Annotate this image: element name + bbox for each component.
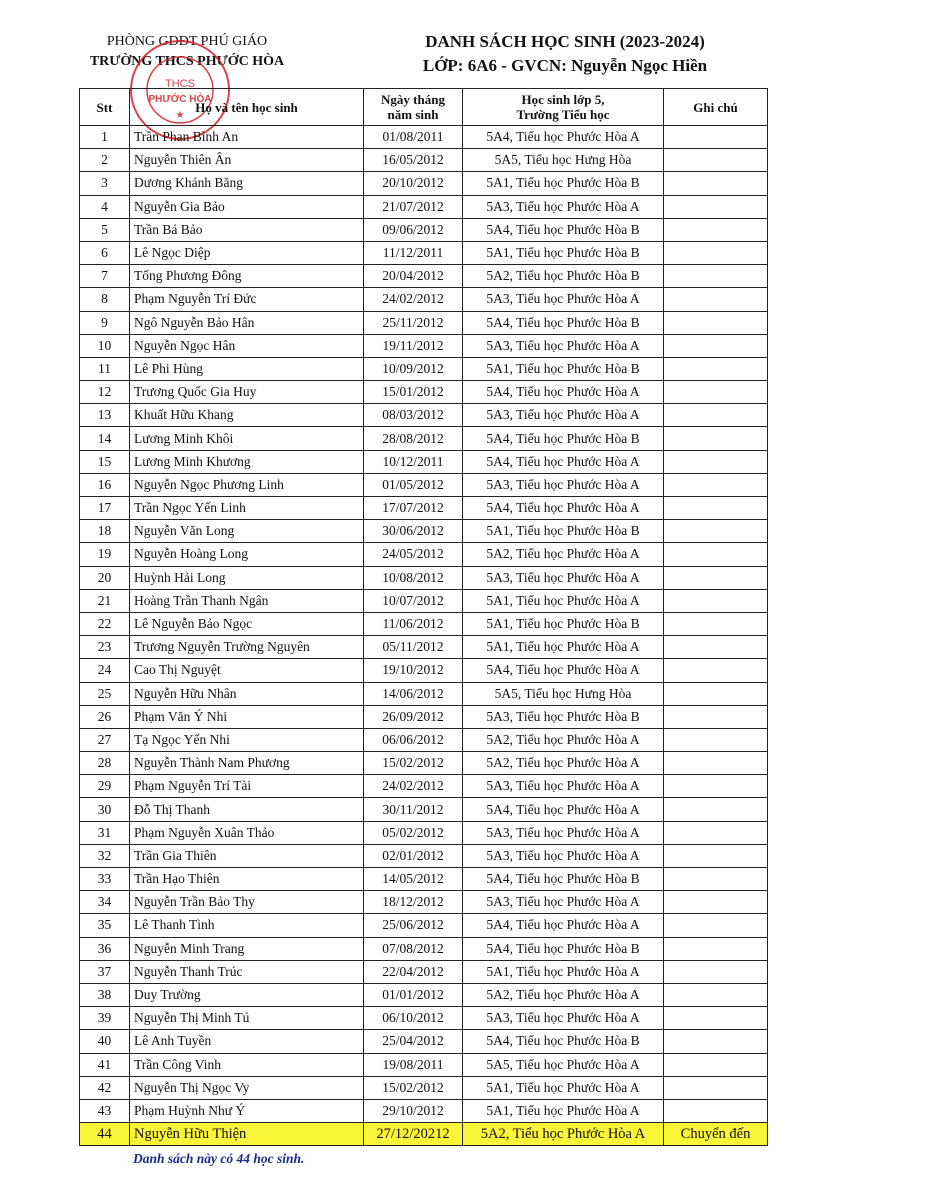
- cell-stt: 31: [80, 821, 130, 844]
- cell-student-name: Trần Công Vinh: [130, 1053, 364, 1076]
- cell-student-name: Lê Anh Tuyền: [130, 1030, 364, 1053]
- cell-note: [664, 752, 768, 775]
- cell-stt: 43: [80, 1099, 130, 1122]
- cell-note: [664, 612, 768, 635]
- cell-note: [664, 241, 768, 264]
- cell-previous-school: 5A1, Tiểu học Phước Hòa B: [463, 241, 664, 264]
- cell-student-name: Dương Khánh Băng: [130, 172, 364, 195]
- cell-stt: 41: [80, 1053, 130, 1076]
- cell-note: [664, 914, 768, 937]
- table-row: [80, 728, 768, 751]
- cell-student-name: Lê Thanh Tình: [130, 914, 364, 937]
- table-row: [80, 1007, 768, 1030]
- svg-text:PHƯỚC HÒA: PHƯỚC HÒA: [148, 94, 212, 105]
- cell-note: [664, 218, 768, 241]
- cell-date-of-birth: 24/02/2012: [364, 775, 463, 798]
- cell-previous-school: 5A3, Tiểu học Phước Hòa A: [463, 1007, 664, 1030]
- cell-note: [664, 450, 768, 473]
- cell-student-name: Trương Nguyễn Trường Nguyên: [130, 636, 364, 659]
- cell-student-name: Nguyễn Minh Trang: [130, 937, 364, 960]
- header-dob-line2: năm sinh: [387, 107, 439, 122]
- cell-previous-school: 5A1, Tiểu học Phước Hòa A: [463, 1099, 664, 1122]
- table-row: [80, 218, 768, 241]
- cell-note: [664, 288, 768, 311]
- cell-stt: 28: [80, 752, 130, 775]
- cell-note: [664, 868, 768, 891]
- table-row: [80, 381, 768, 404]
- cell-note: [664, 357, 768, 380]
- cell-stt: 24: [80, 659, 130, 682]
- cell-date-of-birth: 15/02/2012: [364, 1076, 463, 1099]
- cell-date-of-birth: 15/02/2012: [364, 752, 463, 775]
- cell-stt: 6: [80, 241, 130, 264]
- cell-stt: 33: [80, 868, 130, 891]
- roster-body: [80, 126, 768, 1146]
- cell-note: [664, 1007, 768, 1030]
- cell-student-name: Phạm Nguyễn Trí Tài: [130, 775, 364, 798]
- cell-previous-school: 5A4, Tiểu học Phước Hòa A: [463, 914, 664, 937]
- table-row: [80, 520, 768, 543]
- cell-note: [664, 728, 768, 751]
- class-teacher-line: LỚP: 6A6 - GVCN: Nguyễn Ngọc Hiền: [422, 56, 708, 75]
- cell-previous-school: 5A4, Tiểu học Phước Hòa B: [463, 1030, 664, 1053]
- header-prev-line2: Trường Tiểu học: [516, 107, 610, 122]
- table-row: [80, 868, 768, 891]
- cell-previous-school: 5A3, Tiểu học Phước Hòa A: [463, 288, 664, 311]
- table-row: [80, 497, 768, 520]
- cell-previous-school: 5A2, Tiểu học Phước Hòa A: [463, 752, 664, 775]
- table-row: [80, 473, 768, 496]
- table-row: [80, 937, 768, 960]
- cell-note: [664, 126, 768, 149]
- cell-note: [664, 543, 768, 566]
- table-header-row: [80, 89, 768, 126]
- cell-student-name: Nguyễn Hữu Nhân: [130, 682, 364, 705]
- cell-date-of-birth: 01/01/2012: [364, 983, 463, 1006]
- cell-previous-school: 5A4, Tiểu học Phước Hòa A: [463, 126, 664, 149]
- cell-stt: 42: [80, 1076, 130, 1099]
- cell-date-of-birth: 29/10/2012: [364, 1099, 463, 1122]
- cell-stt: 29: [80, 775, 130, 798]
- cell-previous-school: 5A1, Tiểu học Phước Hòa B: [463, 172, 664, 195]
- cell-stt: 34: [80, 891, 130, 914]
- cell-student-name: Trần Hạo Thiên: [130, 868, 364, 891]
- cell-date-of-birth: 10/07/2012: [364, 589, 463, 612]
- cell-note: [664, 636, 768, 659]
- document-title: DANH SÁCH HỌC SINH (2023-2024): [425, 32, 705, 51]
- cell-note: [664, 334, 768, 357]
- table-row: [80, 311, 768, 334]
- header-student-name: Họ và tên học sinh: [130, 89, 364, 126]
- cell-date-of-birth: 26/09/2012: [364, 705, 463, 728]
- cell-note: [664, 381, 768, 404]
- table-row: [80, 195, 768, 218]
- cell-stt: 10: [80, 334, 130, 357]
- table-row: [80, 1123, 768, 1146]
- cell-previous-school: 5A4, Tiểu học Phước Hòa A: [463, 381, 664, 404]
- cell-student-name: Trần Bá Bảo: [130, 218, 364, 241]
- cell-student-name: Phạm Huỳnh Như Ý: [130, 1099, 364, 1122]
- cell-note: [664, 1099, 768, 1122]
- cell-date-of-birth: 20/04/2012: [364, 265, 463, 288]
- cell-student-name: Trần Phan Bình An: [130, 126, 364, 149]
- table-row: [80, 682, 768, 705]
- cell-note: [664, 821, 768, 844]
- cell-date-of-birth: 06/06/2012: [364, 728, 463, 751]
- cell-note: [664, 311, 768, 334]
- cell-previous-school: 5A5, Tiểu học Hưng Hòa: [463, 149, 664, 172]
- table-row: [80, 659, 768, 682]
- cell-date-of-birth: 14/05/2012: [364, 868, 463, 891]
- cell-date-of-birth: 08/03/2012: [364, 404, 463, 427]
- header-prev-line1: Học sinh lớp 5,: [521, 92, 605, 107]
- cell-note: [664, 775, 768, 798]
- cell-date-of-birth: 15/01/2012: [364, 381, 463, 404]
- cell-date-of-birth: 24/05/2012: [364, 543, 463, 566]
- cell-student-name: Khuất Hữu Khang: [130, 404, 364, 427]
- cell-stt: 25: [80, 682, 130, 705]
- cell-date-of-birth: 25/04/2012: [364, 1030, 463, 1053]
- cell-note: [664, 1030, 768, 1053]
- document-title-block: [380, 30, 750, 78]
- cell-note: Chuyển đến: [664, 1123, 768, 1146]
- cell-previous-school: 5A2, Tiểu học Phước Hòa A: [463, 1123, 664, 1146]
- cell-student-name: Trần Ngọc Yến Linh: [130, 497, 364, 520]
- cell-student-name: Tống Phương Đông: [130, 265, 364, 288]
- cell-stt: 13: [80, 404, 130, 427]
- cell-date-of-birth: 09/06/2012: [364, 218, 463, 241]
- table-row: [80, 891, 768, 914]
- cell-note: [664, 891, 768, 914]
- cell-stt: 36: [80, 937, 130, 960]
- cell-previous-school: 5A2, Tiểu học Phước Hòa A: [463, 543, 664, 566]
- cell-note: [664, 983, 768, 1006]
- table-row: [80, 752, 768, 775]
- cell-stt: 19: [80, 543, 130, 566]
- table-row: [80, 844, 768, 867]
- cell-stt: 17: [80, 497, 130, 520]
- cell-date-of-birth: 28/08/2012: [364, 427, 463, 450]
- cell-date-of-birth: 19/11/2012: [364, 334, 463, 357]
- header-date-of-birth: [364, 89, 463, 126]
- cell-note: [664, 566, 768, 589]
- cell-date-of-birth: 22/04/2012: [364, 960, 463, 983]
- cell-date-of-birth: 14/06/2012: [364, 682, 463, 705]
- cell-student-name: Trần Gia Thiên: [130, 844, 364, 867]
- cell-student-name: Trương Quốc Gia Huy: [130, 381, 364, 404]
- cell-previous-school: 5A1, Tiểu học Phước Hòa A: [463, 589, 664, 612]
- cell-stt: 9: [80, 311, 130, 334]
- table-row: [80, 288, 768, 311]
- cell-stt: 11: [80, 357, 130, 380]
- cell-student-name: Nguyễn Thị Minh Tú: [130, 1007, 364, 1030]
- cell-note: [664, 195, 768, 218]
- cell-stt: 14: [80, 427, 130, 450]
- cell-stt: 3: [80, 172, 130, 195]
- cell-date-of-birth: 18/12/2012: [364, 891, 463, 914]
- cell-student-name: Nguyễn Ngọc Hân: [130, 334, 364, 357]
- table-row: [80, 798, 768, 821]
- cell-stt: 4: [80, 195, 130, 218]
- cell-stt: 35: [80, 914, 130, 937]
- table-row: [80, 821, 768, 844]
- cell-student-name: Phạm Văn Ý Nhi: [130, 705, 364, 728]
- cell-note: [664, 497, 768, 520]
- cell-previous-school: 5A2, Tiểu học Phước Hòa A: [463, 728, 664, 751]
- cell-date-of-birth: 21/07/2012: [364, 195, 463, 218]
- cell-date-of-birth: 16/05/2012: [364, 149, 463, 172]
- cell-previous-school: 5A4, Tiểu học Phước Hòa A: [463, 497, 664, 520]
- cell-stt: 2: [80, 149, 130, 172]
- cell-note: [664, 960, 768, 983]
- cell-note: [664, 149, 768, 172]
- cell-date-of-birth: 10/08/2012: [364, 566, 463, 589]
- cell-date-of-birth: 10/09/2012: [364, 357, 463, 380]
- cell-previous-school: 5A1, Tiểu học Phước Hòa B: [463, 612, 664, 635]
- cell-previous-school: 5A4, Tiểu học Phước Hòa B: [463, 427, 664, 450]
- cell-previous-school: 5A4, Tiểu học Phước Hòa B: [463, 311, 664, 334]
- cell-previous-school: 5A1, Tiểu học Phước Hòa B: [463, 357, 664, 380]
- cell-student-name: Nguyễn Ngọc Phương Linh: [130, 473, 364, 496]
- cell-stt: 39: [80, 1007, 130, 1030]
- cell-previous-school: 5A1, Tiểu học Phước Hòa B: [463, 520, 664, 543]
- cell-student-name: Cao Thị Nguyệt: [130, 659, 364, 682]
- cell-student-name: Phạm Nguyễn Xuân Thảo: [130, 821, 364, 844]
- cell-stt: 21: [80, 589, 130, 612]
- cell-stt: 32: [80, 844, 130, 867]
- school-header: [82, 32, 292, 72]
- table-row: [80, 983, 768, 1006]
- cell-previous-school: 5A4, Tiểu học Phước Hòa A: [463, 450, 664, 473]
- cell-date-of-birth: 01/05/2012: [364, 473, 463, 496]
- table-row: [80, 1099, 768, 1122]
- table-row: [80, 914, 768, 937]
- cell-previous-school: 5A2, Tiểu học Phước Hòa B: [463, 265, 664, 288]
- cell-previous-school: 5A3, Tiểu học Phước Hòa A: [463, 821, 664, 844]
- cell-note: [664, 659, 768, 682]
- student-count-note: Danh sách này có 44 học sinh.: [133, 1151, 305, 1166]
- table-row: [80, 149, 768, 172]
- cell-note: [664, 589, 768, 612]
- cell-stt: 12: [80, 381, 130, 404]
- cell-note: [664, 172, 768, 195]
- cell-previous-school: 5A3, Tiểu học Phước Hòa A: [463, 566, 664, 589]
- cell-note: [664, 844, 768, 867]
- cell-date-of-birth: 19/10/2012: [364, 659, 463, 682]
- cell-student-name: Nguyễn Hữu Thiện: [130, 1123, 364, 1146]
- table-row: [80, 427, 768, 450]
- table-row: [80, 357, 768, 380]
- table-row: [80, 265, 768, 288]
- cell-student-name: Nguyễn Hoàng Long: [130, 543, 364, 566]
- cell-date-of-birth: 24/02/2012: [364, 288, 463, 311]
- cell-previous-school: 5A1, Tiểu học Phước Hòa A: [463, 636, 664, 659]
- cell-date-of-birth: 05/02/2012: [364, 821, 463, 844]
- cell-date-of-birth: 25/06/2012: [364, 914, 463, 937]
- svg-text:★: ★: [175, 110, 185, 121]
- cell-student-name: Duy Trường: [130, 983, 364, 1006]
- cell-date-of-birth: 11/06/2012: [364, 612, 463, 635]
- table-row: [80, 334, 768, 357]
- cell-previous-school: 5A1, Tiểu học Phước Hòa A: [463, 1076, 664, 1099]
- cell-previous-school: 5A5, Tiểu học Phước Hòa A: [463, 1053, 664, 1076]
- cell-previous-school: 5A3, Tiểu học Phước Hòa A: [463, 844, 664, 867]
- table-row: [80, 566, 768, 589]
- header-note: Ghi chú: [664, 89, 768, 126]
- table-row: [80, 450, 768, 473]
- table-row: [80, 612, 768, 635]
- cell-stt: 27: [80, 728, 130, 751]
- cell-date-of-birth: 17/07/2012: [364, 497, 463, 520]
- table-row: [80, 1030, 768, 1053]
- cell-previous-school: 5A3, Tiểu học Phước Hòa A: [463, 334, 664, 357]
- cell-stt: 26: [80, 705, 130, 728]
- table-row: [80, 960, 768, 983]
- cell-note: [664, 937, 768, 960]
- cell-previous-school: 5A1, Tiểu học Phước Hòa A: [463, 960, 664, 983]
- cell-stt: 5: [80, 218, 130, 241]
- cell-stt: 1: [80, 126, 130, 149]
- cell-note: [664, 473, 768, 496]
- table-row: [80, 775, 768, 798]
- cell-stt: 23: [80, 636, 130, 659]
- cell-previous-school: 5A4, Tiểu học Phước Hòa A: [463, 659, 664, 682]
- cell-stt: 38: [80, 983, 130, 1006]
- table-row: [80, 1053, 768, 1076]
- cell-previous-school: 5A4, Tiểu học Phước Hòa B: [463, 868, 664, 891]
- cell-date-of-birth: 25/11/2012: [364, 311, 463, 334]
- cell-student-name: Nguyễn Thiên Ân: [130, 149, 364, 172]
- cell-stt: 7: [80, 265, 130, 288]
- cell-previous-school: 5A2, Tiểu học Phước Hòa A: [463, 983, 664, 1006]
- cell-student-name: Lê Ngọc Diệp: [130, 241, 364, 264]
- student-roster-table: [79, 88, 768, 1146]
- cell-date-of-birth: 27/12/20212: [364, 1123, 463, 1146]
- cell-date-of-birth: 30/11/2012: [364, 798, 463, 821]
- cell-note: [664, 798, 768, 821]
- cell-stt: 18: [80, 520, 130, 543]
- table-row: [80, 705, 768, 728]
- table-row: [80, 1076, 768, 1099]
- cell-stt: 44: [80, 1123, 130, 1146]
- cell-student-name: Tạ Ngọc Yến Nhi: [130, 728, 364, 751]
- cell-note: [664, 404, 768, 427]
- table-row: [80, 404, 768, 427]
- cell-previous-school: 5A4, Tiểu học Phước Hòa A: [463, 798, 664, 821]
- cell-stt: 30: [80, 798, 130, 821]
- cell-student-name: Lê Phi Hùng: [130, 357, 364, 380]
- cell-stt: 8: [80, 288, 130, 311]
- cell-stt: 20: [80, 566, 130, 589]
- cell-date-of-birth: 05/11/2012: [364, 636, 463, 659]
- header-dob-line1: Ngày tháng: [381, 92, 445, 107]
- cell-previous-school: 5A4, Tiểu học Phước Hòa B: [463, 218, 664, 241]
- table-row: [80, 636, 768, 659]
- header-stt: Stt: [80, 89, 130, 126]
- cell-date-of-birth: 19/08/2011: [364, 1053, 463, 1076]
- cell-note: [664, 520, 768, 543]
- cell-student-name: Nguyễn Văn Long: [130, 520, 364, 543]
- cell-student-name: Hoàng Trần Thanh Ngân: [130, 589, 364, 612]
- cell-stt: 37: [80, 960, 130, 983]
- cell-stt: 16: [80, 473, 130, 496]
- table-row: [80, 241, 768, 264]
- cell-date-of-birth: 02/01/2012: [364, 844, 463, 867]
- cell-student-name: Nguyễn Thành Nam Phương: [130, 752, 364, 775]
- svg-text:THCS: THCS: [165, 78, 195, 90]
- cell-date-of-birth: 07/08/2012: [364, 937, 463, 960]
- cell-date-of-birth: 01/08/2011: [364, 126, 463, 149]
- cell-student-name: Nguyễn Thanh Trúc: [130, 960, 364, 983]
- cell-student-name: Ngô Nguyễn Bảo Hân: [130, 311, 364, 334]
- cell-note: [664, 705, 768, 728]
- cell-previous-school: 5A3, Tiểu học Phước Hòa A: [463, 404, 664, 427]
- cell-stt: 15: [80, 450, 130, 473]
- cell-student-name: Nguyễn Gia Bảo: [130, 195, 364, 218]
- cell-student-name: Nguyễn Trần Bảo Thy: [130, 891, 364, 914]
- cell-date-of-birth: 10/12/2011: [364, 450, 463, 473]
- cell-stt: 40: [80, 1030, 130, 1053]
- table-row: [80, 172, 768, 195]
- cell-student-name: Lương Minh Khương: [130, 450, 364, 473]
- table-row: [80, 589, 768, 612]
- department-name: PHÒNG GDĐT PHÚ GIÁO: [106, 34, 268, 49]
- cell-previous-school: 5A5, Tiểu học Hưng Hòa: [463, 682, 664, 705]
- cell-previous-school: 5A3, Tiểu học Phước Hòa A: [463, 891, 664, 914]
- cell-previous-school: 5A3, Tiểu học Phước Hòa A: [463, 775, 664, 798]
- cell-note: [664, 427, 768, 450]
- cell-previous-school: 5A3, Tiểu học Phước Hòa B: [463, 705, 664, 728]
- header-previous-school: [463, 89, 664, 126]
- cell-student-name: Phạm Nguyễn Trí Đức: [130, 288, 364, 311]
- table-row: [80, 543, 768, 566]
- cell-student-name: Nguyễn Thị Ngọc Vy: [130, 1076, 364, 1099]
- cell-student-name: Huỳnh Hải Long: [130, 566, 364, 589]
- cell-student-name: Lương Minh Khôi: [130, 427, 364, 450]
- school-name: TRƯỜNG THCS PHƯỚC HÒA: [89, 54, 285, 69]
- cell-date-of-birth: 06/10/2012: [364, 1007, 463, 1030]
- cell-previous-school: 5A3, Tiểu học Phước Hòa A: [463, 195, 664, 218]
- table-row: [80, 126, 768, 149]
- cell-previous-school: 5A4, Tiểu học Phước Hòa B: [463, 937, 664, 960]
- cell-student-name: Đỗ Thị Thanh: [130, 798, 364, 821]
- cell-note: [664, 1053, 768, 1076]
- cell-date-of-birth: 11/12/2011: [364, 241, 463, 264]
- cell-student-name: Lê Nguyễn Bảo Ngọc: [130, 612, 364, 635]
- cell-previous-school: 5A3, Tiểu học Phước Hòa A: [463, 473, 664, 496]
- cell-stt: 22: [80, 612, 130, 635]
- cell-note: [664, 682, 768, 705]
- cell-note: [664, 265, 768, 288]
- cell-note: [664, 1076, 768, 1099]
- cell-date-of-birth: 20/10/2012: [364, 172, 463, 195]
- cell-date-of-birth: 30/06/2012: [364, 520, 463, 543]
